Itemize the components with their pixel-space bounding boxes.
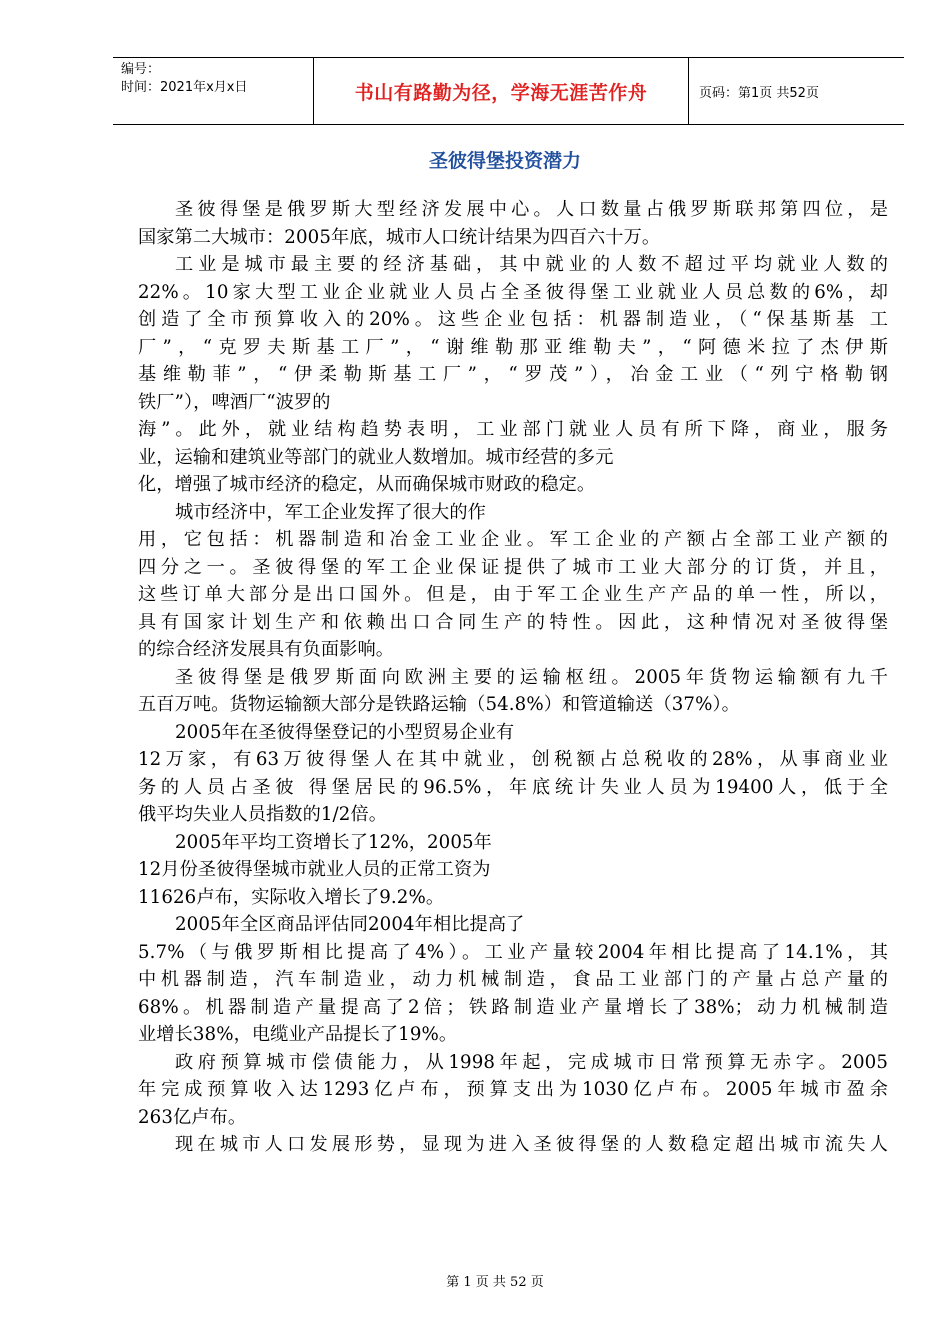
body-line: 2005年平均工资增长了12%，2005年: [175, 831, 492, 853]
header-motto: 书山有路勤为径，学海无涯苦作舟: [314, 58, 689, 124]
document-title: 圣彼得堡投资潜力: [428, 150, 581, 172]
body-line: 厂”，“克罗夫斯基工厂”，“谢维勒那亚维勒夫”，“阿德米拉了杰伊斯: [138, 336, 888, 358]
body-line: 现在城市人口发展形势，显现为进入圣彼得堡的人数稳定超出城市流失人: [175, 1134, 888, 1155]
body-line: 263亿卢布。: [138, 1106, 247, 1128]
body-line: 工业是城市最主要的经济基础，其中就业的人数不超过平均就业人数的: [175, 254, 888, 275]
body-line: 22%。10家大型工业企业就业人员占全圣彼得堡工业就业人员总数的6%，却: [138, 281, 888, 303]
document-body: [138, 196, 888, 1159]
body-line: 12万家，有63万彼得堡人在其中就业，创税额占总税收的28%，从事商业业: [138, 749, 888, 770]
body-line: 业，运输和建筑业等部门的就业人数增加。城市经营的多元: [138, 446, 614, 468]
body-line: 用，它包括：机器制造和冶金工业企业。军工企业的产额占全部工业产额的: [138, 529, 888, 550]
body-line: 圣彼得堡是俄罗斯大型经济发展中心。人口数量占俄罗斯联邦第四位，是: [175, 199, 888, 220]
body-line: 务的人员占圣彼 得堡居民的96.5%，年底统计失业人员为19400人，低于全: [138, 776, 888, 798]
body-line: 基维勒菲”，“伊柔勒斯基工厂”，“罗茂”），冶金工业（“列宁格勒钢: [138, 364, 888, 385]
body-line: 俄平均失业人员指数的1/2倍。: [138, 804, 388, 825]
body-line: 5.7%（与俄罗斯相比提高了4%）。工业产量较2004年相比提高了14.1%，其: [138, 941, 888, 963]
body-line: 四分之一。圣彼得堡的军工企业保证提供了城市工业大部分的订货，并且，: [138, 556, 888, 578]
body-line: 海”。此外，就业结构趋势表明，工业部门就业人员有所下降，商业，服务: [138, 419, 888, 440]
body-line: 圣彼得堡是俄罗斯面向欧洲主要的运输枢纽。2005年货物运输额有九千: [175, 666, 888, 688]
header-time: 时间：2021年x月x日: [121, 80, 248, 95]
body-line: 化，增强了城市经济的稳定，从而确保城市财政的稳定。: [138, 474, 596, 495]
body-line: 这些订单大部分是出口国外。但是，由于军工企业生产产品的单一性，所以，: [138, 584, 888, 605]
header-number: 编号：: [121, 62, 161, 77]
body-line: 11626卢布，实际收入增长了9.2%。: [138, 886, 445, 908]
header-meta: [113, 58, 314, 124]
body-line: 五百万吨。货物运输额大部分是铁路运输（54.8%）和管道输送（37%）。: [138, 694, 740, 715]
body-line: 具有国家计划生产和依赖出口合同生产的特性。因此，这种情况对圣彼得堡: [138, 611, 888, 633]
body-line: 年完成预算收入达1293亿卢布，预算支出为1030亿卢布。2005年城市盈余: [138, 1079, 888, 1100]
body-line: 业增长38%，电缆业产品提长了19%。: [138, 1024, 458, 1045]
body-line: 城市经济中，军工企业发挥了很大的作: [175, 501, 486, 523]
body-line: 铁厂”），啤酒厂“波罗的: [138, 391, 331, 413]
body-line: 2005年在圣彼得堡登记的小型贸易企业有: [175, 721, 515, 743]
body-line: 国家第二大城市：2005年底，城市人口统计结果为四百六十万。: [138, 226, 661, 248]
body-line: 中机器制造，汽车制造业，动力机械制造，食品工业部门的产量占总产量的: [138, 969, 888, 990]
page-footer: 第 1 页 共 52 页: [446, 1275, 544, 1290]
body-line: 2005年全区商品评估同2004年相比提高了: [175, 914, 525, 935]
page-header: [113, 57, 904, 125]
body-line: 12月份圣彼得堡城市就业人员的正常工资为: [138, 859, 491, 880]
body-line: 68%。机器制造产量提高了2倍；铁路制造业产量增长了38%；动力机械制造: [138, 996, 888, 1018]
body-line: 的综合经济发展具有负面影响。: [138, 639, 395, 660]
body-line: 创造了全市预算收入的20%。这些企业包括：机器制造业，（“保基斯基 工: [138, 309, 888, 330]
header-page-info: 页码：第1页 共52页: [699, 85, 819, 101]
body-line: 政府预算城市偿债能力，从1998年起，完成城市日常预算无赤字。2005: [175, 1051, 888, 1073]
